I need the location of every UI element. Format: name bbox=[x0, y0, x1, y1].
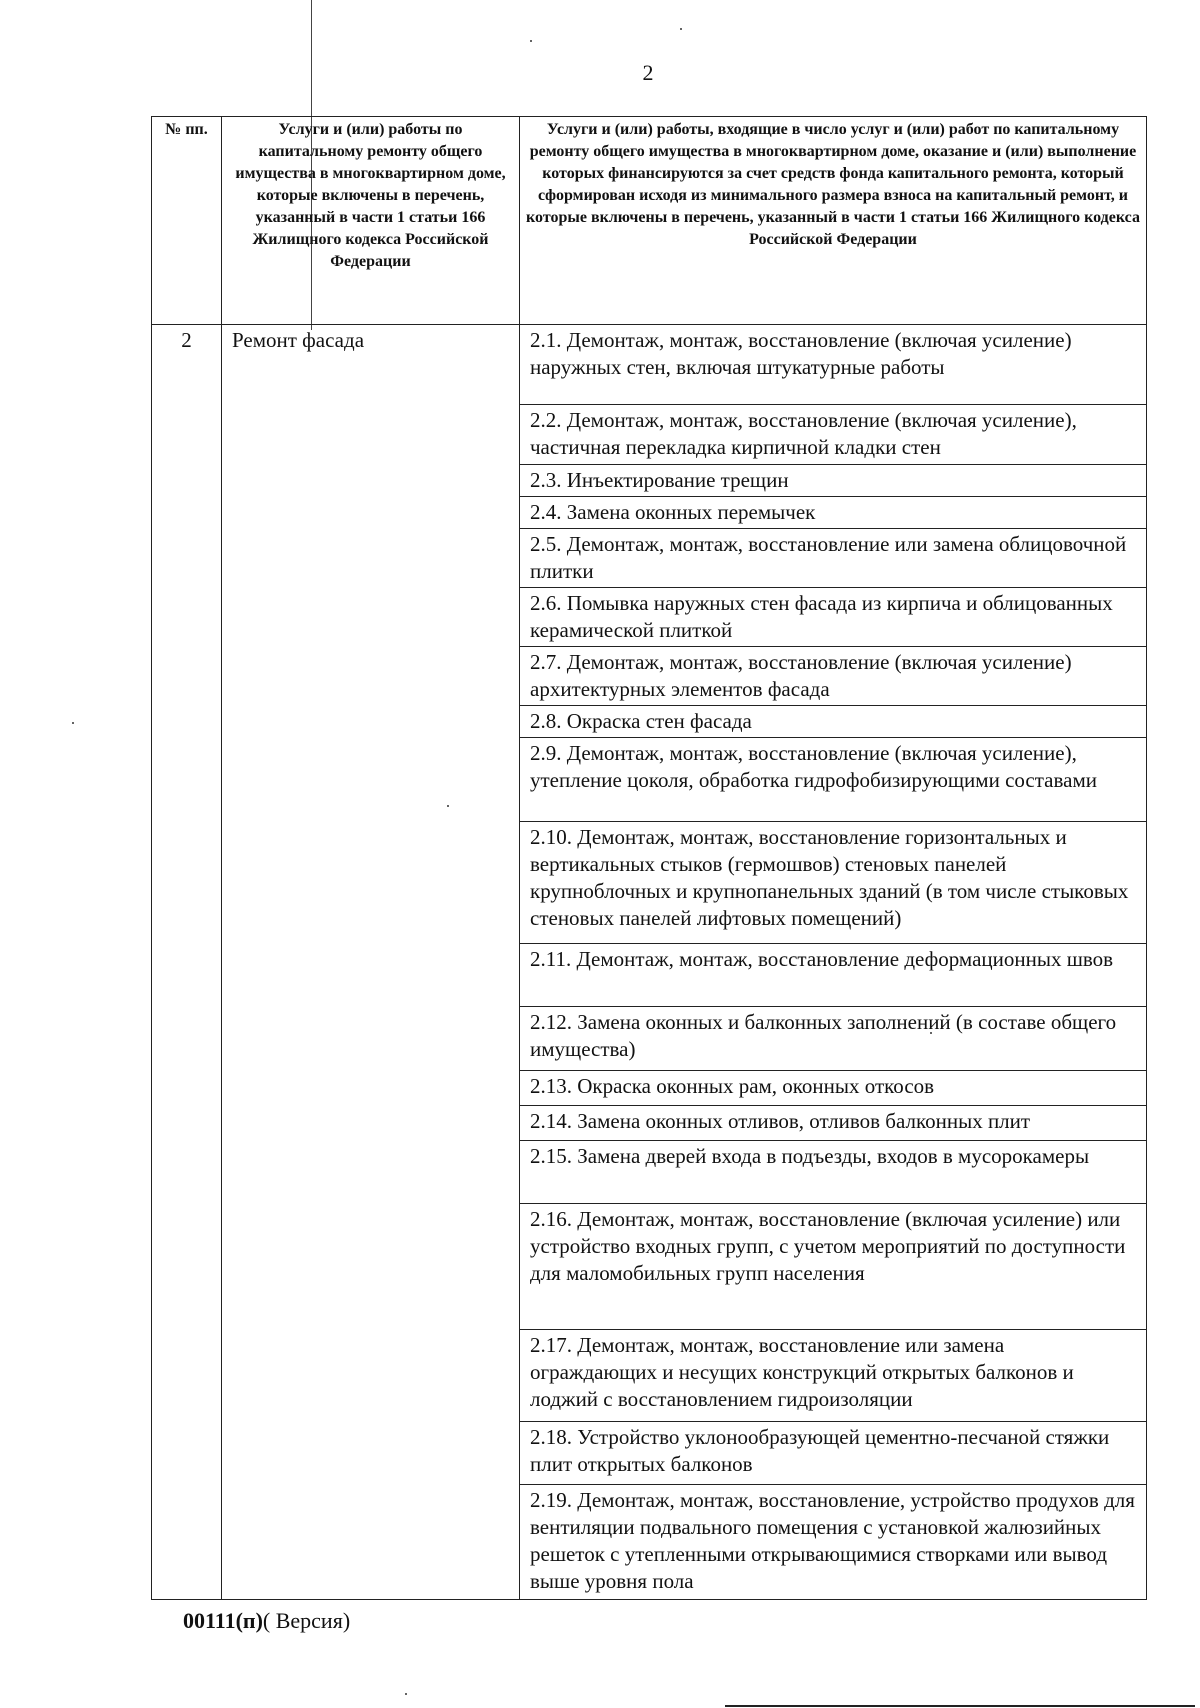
scan-speck bbox=[680, 28, 682, 30]
list-item: 2.1. Демонтаж, монтаж, восстановление (включая усиление) наружных стен, включая штукатурные работы bbox=[520, 325, 1147, 405]
table-row bbox=[152, 325, 1147, 405]
list-item: 2.2. Демонтаж, монтаж, восстановление (включая усиление), частичная перекладка кирпичной кладки стен bbox=[520, 405, 1147, 465]
document-version: ( Версия) bbox=[262, 1608, 351, 1633]
document-footer bbox=[183, 1608, 350, 1634]
table-header-row bbox=[152, 117, 1147, 325]
list-item: 2.18. Устройство уклонообразующей цементно-песчаной стяжки плит открытых балконов bbox=[520, 1422, 1147, 1485]
list-item: 2.4. Замена оконных перемычек bbox=[520, 497, 1147, 529]
row-title: Ремонт фасада bbox=[222, 325, 520, 1600]
row-number: 2 bbox=[152, 325, 222, 1600]
list-item: 2.6. Помывка наружных стен фасада из кирпича и облицованных керамической плиткой bbox=[520, 588, 1147, 647]
capital-repair-table bbox=[151, 116, 1147, 1600]
list-item: 2.11. Демонтаж, монтаж, восстановление деформационных швов bbox=[520, 944, 1147, 1007]
list-item: 2.3. Инъектирование трещин bbox=[520, 465, 1147, 497]
header-number: № пп. bbox=[152, 117, 222, 325]
list-item: 2.9. Демонтаж, монтаж, восстановление (включая усиление), утепление цоколя, обработка гидрофобизирующими составами bbox=[520, 738, 1147, 822]
list-item: 2.17. Демонтаж, монтаж, восстановление или замена ограждающих и несущих конструкций открытых балконов и лоджий с восстановлением гидроизоляции bbox=[520, 1330, 1147, 1422]
scan-speck bbox=[72, 722, 74, 724]
list-item: 2.8. Окраска стен фасада bbox=[520, 706, 1147, 738]
scan-speck bbox=[405, 1693, 407, 1695]
document-code: 00111(п) bbox=[183, 1608, 263, 1633]
list-item: 2.12. Замена оконных и балконных заполнений (в составе общего имущества) bbox=[520, 1007, 1147, 1071]
list-item: 2.5. Демонтаж, монтаж, восстановление или замена облицовочной плитки bbox=[520, 529, 1147, 588]
list-item: 2.15. Замена дверей входа в подъезды, входов в мусорокамеры bbox=[520, 1141, 1147, 1204]
list-item: 2.10. Демонтаж, монтаж, восстановление горизонтальных и вертикальных стыков (гермошвов) стеновых панелей крупноблочных и крупнопанельных зданий (в том числе стыковых стеновых панелей лифтовых помещений) bbox=[520, 822, 1147, 944]
scan-artifact-line bbox=[725, 1705, 1195, 1707]
list-item: 2.7. Демонтаж, монтаж, восстановление (включая усиление) архитектурных элементов фасада bbox=[520, 647, 1147, 706]
list-item: 2.16. Демонтаж, монтаж, восстановление (включая усиление) или устройство входных групп, с учетом мероприятий по доступности для маломобильных групп населения bbox=[520, 1204, 1147, 1330]
header-services-financed: Услуги и (или) работы, входящие в число услуг и (или) работ по капитальному ремонту общего имущества в многоквартирном доме, оказание и (или) выполнение которых финансируются за счет средств фонда капитального ремонта, который сформирован исходя из минимального размера взноса на капитальный ремонт, и которые включены в перечень, указанный в части 1 статьи 166 Жилищного кодекса Российской Федерации bbox=[520, 117, 1147, 325]
list-item: 2.13. Окраска оконных рам, оконных откосов bbox=[520, 1071, 1147, 1106]
list-item: 2.19. Демонтаж, монтаж, восстановление, устройство продухов для вентиляции подвального помещения с установкой жалюзийных решеток с утепленными открывающимися створками или вывод выше уровня пола bbox=[520, 1485, 1147, 1600]
header-services-list: Услуги и (или) работы по капитальному ремонту общего имущества в многоквартирном доме, которые включены в перечень, указанный в части 1 статьи 166 Жилищного кодекса Российской Федерации bbox=[222, 117, 520, 325]
list-item: 2.14. Замена оконных отливов, отливов балконных плит bbox=[520, 1106, 1147, 1141]
scan-speck bbox=[530, 40, 532, 42]
page-number: 2 bbox=[642, 60, 654, 85]
